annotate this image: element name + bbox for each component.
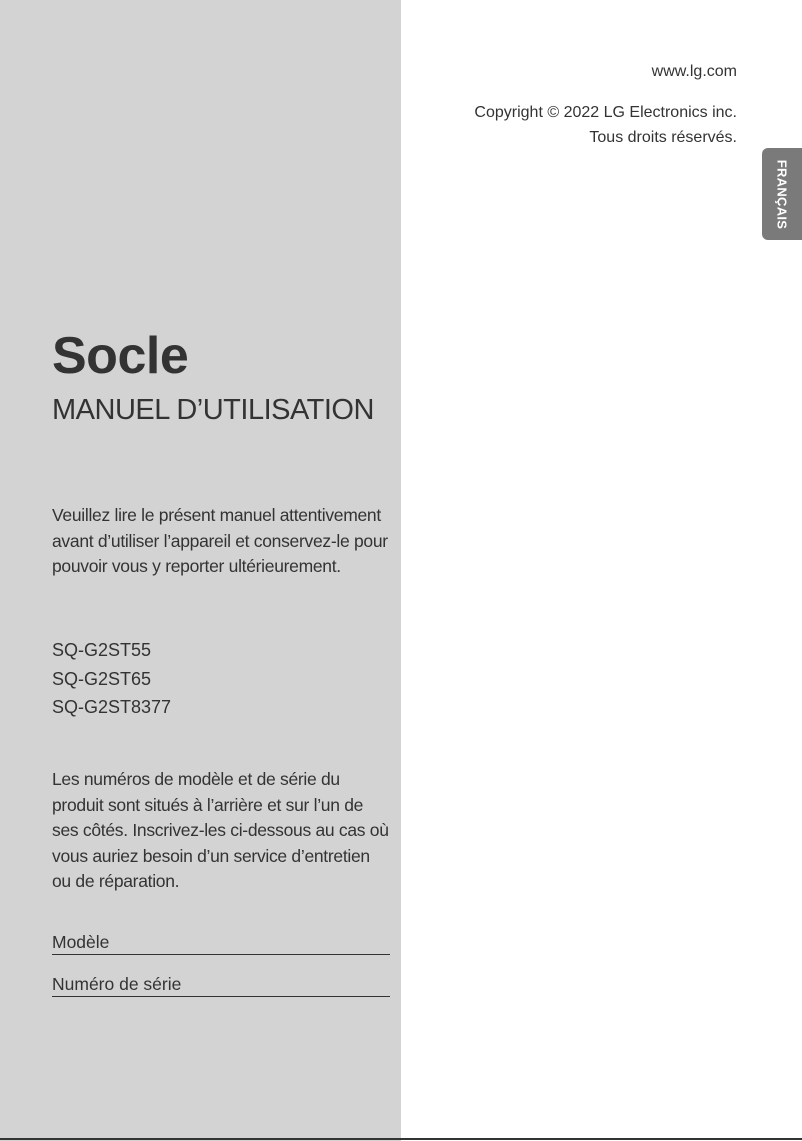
serial-note-paragraph: Les numéros de modèle et de série du produit sont situés à l’arrière et sur l’un de ses côtés. Inscrivez-les ci-dessous au cas où vous auriez besoin d’un service d’entretien ou de réparation.	[52, 769, 389, 891]
bottom-rule	[0, 1138, 802, 1140]
rights-reserved-line: Tous droits réservés.	[589, 129, 737, 146]
intro-paragraph: Veuillez lire le présent manuel attentivement avant d’utiliser l’appareil et conservez-le pour pouvoir vous y reporter ultérieurement.	[52, 505, 388, 576]
website-url: www.lg.com	[651, 63, 737, 80]
model-number: SQ-G2ST65	[52, 668, 152, 689]
copyright-line: Copyright © 2022 LG Electronics inc.	[474, 104, 737, 121]
model-number: SQ-G2ST8377	[52, 697, 172, 717]
product-title: Socle	[52, 327, 189, 385]
manual-subtitle: MANUEL D’UTILISATION	[52, 394, 374, 426]
model-list	[52, 636, 171, 722]
model-field	[52, 932, 390, 955]
serial-field	[52, 974, 390, 997]
model-field-label: Modèle	[52, 932, 110, 952]
language-tab-label: FRANÇAIS	[774, 159, 790, 229]
language-tab	[762, 148, 802, 240]
model-number: SQ-G2ST55	[52, 640, 152, 660]
serial-field-label: Numéro de série	[52, 974, 182, 994]
copyright-notice	[474, 100, 737, 150]
